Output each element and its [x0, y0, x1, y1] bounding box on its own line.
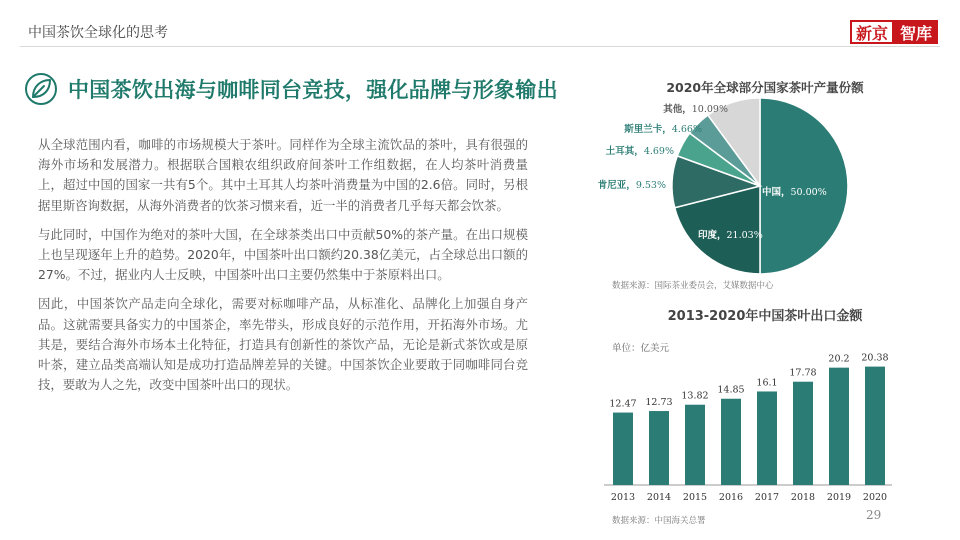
pie-label-3: 土耳其，4.69%: [605, 146, 674, 157]
bar-value-label-2016: 14.85: [717, 384, 745, 396]
paragraph-3: 因此，中国茶饮产品走向全球化，需要对标咖啡产品，从标准化、品牌化上加强自身产品。这就需要具备实力的中国茶企，率先带头，形成良好的示范作用，开拓海外市场。尤其是，要结合海外市场本土化特征，打造具有创新性的茶饮产品，无论是新式茶饮或是原叶茶，建立品类高端认知是成功打造品牌差异的关键。中国茶饮企业要敢于同咖啡同台竞技，要敢为人之先，改变中国茶叶出口的现状。: [38, 296, 528, 393]
logo-left-text: 新京: [850, 20, 894, 44]
brand-logo: [850, 20, 938, 44]
bar-2018: [793, 382, 813, 485]
bar-value-label-2017: 16.1: [756, 377, 778, 389]
bar-2020: [865, 367, 885, 485]
bar-value-label-2019: 20.2: [828, 353, 850, 365]
pie-chart-source: 数据来源：国际茶业委员会，艾媒数据中心: [612, 281, 774, 291]
bar-category-label-2013: 2013: [610, 492, 636, 503]
pie-label-1: 印度，21.03%: [698, 230, 763, 241]
pie-label-4: 斯里兰卡，4.66%: [624, 124, 702, 135]
bar-chart-source: 数据来源：中国海关总署: [612, 516, 706, 526]
bar-2017: [757, 391, 777, 485]
bar-chart-unit: 单位：亿美元: [612, 343, 670, 354]
bar-chart-title: 2013-2020年中国茶叶出口金额: [667, 309, 863, 324]
bar-2015: [685, 405, 705, 485]
bar-category-label-2015: 2015: [682, 492, 708, 503]
pie-label-0: 中国，50.00%: [762, 187, 827, 198]
bar-value-label-2013: 12.47: [609, 398, 637, 410]
bar-2019: [829, 368, 849, 485]
bar-value-label-2015: 13.82: [681, 390, 709, 402]
bar-category-label-2018: 2018: [790, 492, 816, 503]
bar-2016: [721, 399, 741, 485]
bar-value-label-2018: 17.78: [789, 367, 817, 379]
bar-category-label-2019: 2019: [826, 492, 852, 503]
top-title: 中国茶饮全球化的思考: [28, 25, 168, 41]
header-divider: [20, 46, 940, 47]
logo-right-text: 智库: [894, 20, 938, 44]
paragraph-1: 从全球范围内看，咖啡的市场规模大于茶叶。同样作为全球主流饮品的茶叶，具有很强的海外市场和发展潜力。根据联合国粮农组织政府间茶叶工作组数据，在人均茶叶消费量上，超过中国的国家一共有5个。其中土耳其人均茶叶消费量为中国的2.6倍。同时，另根据里斯咨询数据，从海外消费者的饮茶习惯来看，近一半的消费者几乎每天都会饮茶。: [38, 137, 528, 213]
body-text: [38, 135, 528, 404]
bar-value-label-2014: 12.73: [645, 397, 673, 409]
pie-slice-0: [760, 98, 848, 274]
pie-label-2: 肯尼亚，9.53%: [597, 180, 666, 191]
bar-category-label-2014: 2014: [646, 492, 672, 503]
page-number: 29: [866, 508, 882, 522]
pie-chart-title: 2020年全球部分国家茶叶产量份额: [666, 80, 864, 95]
leaf-icon: [24, 72, 58, 106]
bar-category-label-2020: 2020: [862, 492, 888, 503]
pie-label-5: 其他，10.09%: [663, 104, 728, 115]
bar-category-label-2017: 2017: [754, 492, 780, 503]
bar-value-label-2020: 20.38: [861, 352, 889, 364]
pie-chart: [560, 98, 850, 278]
headline: 中国茶饮出海与咖啡同台竞技，强化品牌与形象输出: [68, 78, 558, 102]
paragraph-2: 与此同时，中国作为绝对的茶叶大国，在全球茶类出口中贡献50%的茶产量。在出口规模上也呈现逐年上升的趋势。2020年，中国茶叶出口额约20.38亿美元，占全球总出口额的27%。不过，据业内人士反映，中国茶叶出口主要仍然集中于茶原料出口。: [38, 226, 528, 283]
bar-2013: [613, 413, 633, 485]
bar-2014: [649, 411, 669, 485]
bar-category-label-2016: 2016: [718, 492, 744, 503]
bar-chart: [598, 350, 898, 510]
